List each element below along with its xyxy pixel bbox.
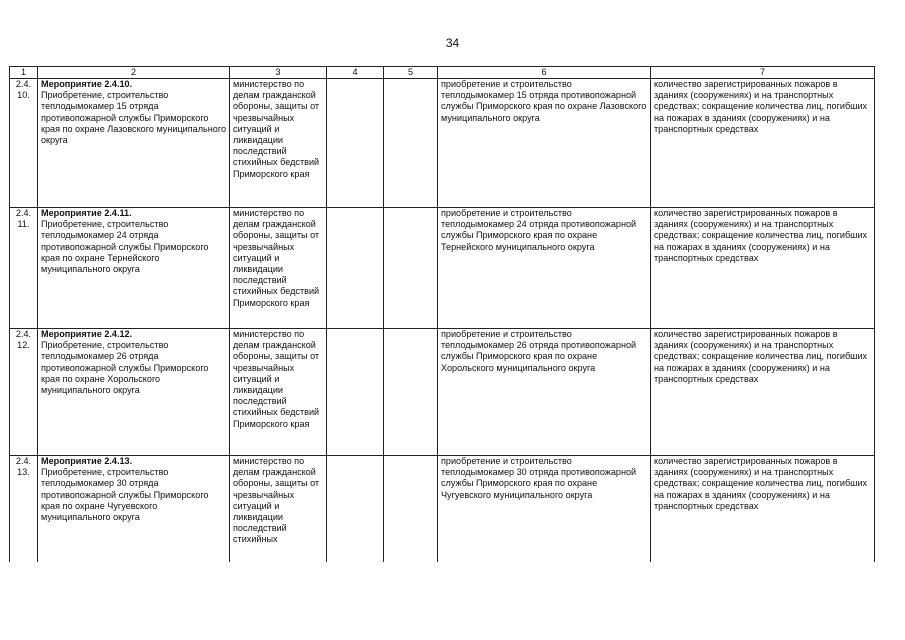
executor-cell: министерство по делам гражданской обороны, защиты от чрезвычайных ситуаций и ликвидации последствий стихийных бедствий Приморского края — [230, 79, 327, 208]
measure-title: Мероприятие 2.4.13. — [41, 456, 133, 466]
executor-cell: министерство по делам гражданской обороны, защиты от чрезвычайных ситуаций и ликвидации последствий стихийных бедствий Приморского края — [230, 329, 327, 456]
executor-text: министерство по делам гражданской обороны, защиты от чрезвычайных ситуаций и ликвидации последствий стихийных — [233, 456, 320, 545]
column-header-3: 3 — [230, 67, 327, 79]
measure-title: Мероприятие 2.4.12. — [41, 329, 133, 339]
table-row — [10, 329, 875, 456]
column-header-4: 4 — [327, 67, 384, 79]
row-number-part: 10. — [17, 90, 30, 101]
executor-cell — [230, 456, 327, 563]
measure-title: Мероприятие 2.4.10. — [41, 79, 133, 89]
indicator-cell: количество зарегистрированных пожаров в зданиях (сооружениях) и на транспортных средствах; сокращение количества лиц, погибших на пожарах в зданиях (сооружениях) и на транспортных средствах — [651, 329, 875, 456]
column-header-6: 6 — [438, 67, 651, 79]
column-4-cell — [327, 79, 384, 208]
row-number-cell — [10, 329, 38, 456]
result-cell: приобретение и строительство теплодымокамер 30 отряда противопожарной службы Приморского края по охране Чугуевского муниципального округа — [438, 456, 651, 563]
column-5-cell — [384, 208, 438, 329]
row-number-part: 13. — [17, 467, 30, 478]
row-number-cell — [10, 79, 38, 208]
row-number-part: 2.4. — [15, 208, 32, 218]
measure-title: Мероприятие 2.4.11. — [41, 208, 132, 218]
result-cell: приобретение и строительство теплодымокамер 15 отряда противопожарной службы Приморского края по охране Лазовского муниципального округа — [438, 79, 651, 208]
table-row — [10, 79, 875, 208]
indicator-cell: количество зарегистрированных пожаров в зданиях (сооружениях) и на транспортных средствах; сокращение количества лиц, погибших на пожарах в зданиях (сооружениях) и на транспортных средствах — [651, 79, 875, 208]
measure-cell — [38, 329, 230, 456]
measure-description: Приобретение, строительство теплодымокамер 30 отряда противопожарной службы Приморского края по охране Чугуевского муниципального округа — [41, 467, 209, 523]
row-number-part: 2.4. — [15, 329, 32, 339]
column-header-5: 5 — [384, 67, 438, 79]
column-4-cell — [327, 208, 384, 329]
column-5-cell — [384, 79, 438, 208]
column-header-7: 7 — [651, 67, 875, 79]
page-number: 34 — [445, 36, 460, 50]
column-header-1: 1 — [10, 67, 38, 79]
row-number-part: 12. — [17, 340, 30, 351]
measure-description: Приобретение, строительство теплодымокамер 26 отряда противопожарной службы Приморского края по охране Хорольского муниципального округа — [41, 340, 209, 396]
table-row — [10, 208, 875, 329]
result-cell: приобретение и строительство теплодымокамер 26 отряда противопожарной службы Приморского края по охране Хорольского муниципального округа — [438, 329, 651, 456]
column-4-cell — [327, 329, 384, 456]
measure-description: Приобретение, строительство теплодымокамер 24 отряда противопожарной службы Приморского края по охране Тернейского муниципального округа — [41, 219, 209, 275]
row-number-part: 2.4. — [15, 456, 32, 466]
result-cell: приобретение и строительство теплодымокамер 24 отряда противопожарной службы Приморского края по охране Тернейского муниципального округа — [438, 208, 651, 329]
column-5-cell — [384, 329, 438, 456]
executor-cell: министерство по делам гражданской обороны, защиты от чрезвычайных ситуаций и ликвидации последствий стихийных бедствий Приморского края — [230, 208, 327, 329]
measure-cell — [38, 79, 230, 208]
table-row — [10, 456, 875, 563]
indicator-cell: количество зарегистрированных пожаров в зданиях (сооружениях) и на транспортных средствах; сокращение количества лиц, погибших на пожарах в зданиях (сооружениях) и на транспортных средствах — [651, 456, 875, 563]
column-header-2: 2 — [38, 67, 230, 79]
row-number-part: 11. — [17, 219, 30, 230]
measure-description: Приобретение, строительство теплодымокамер 15 отряда противопожарной службы Приморского края по охране Лазовского муниципального округа — [41, 90, 227, 146]
column-4-cell — [327, 456, 384, 563]
row-number-cell — [10, 456, 38, 563]
measure-cell — [38, 456, 230, 563]
column-5-cell — [384, 456, 438, 563]
measure-cell — [38, 208, 230, 329]
indicator-cell: количество зарегистрированных пожаров в зданиях (сооружениях) и на транспортных средствах; сокращение количества лиц, погибших на пожарах в зданиях (сооружениях) и на транспортных средствах — [651, 208, 875, 329]
header-row — [10, 67, 875, 79]
row-number-cell — [10, 208, 38, 329]
measures-table — [9, 66, 875, 562]
row-number-part: 2.4. — [15, 79, 32, 89]
